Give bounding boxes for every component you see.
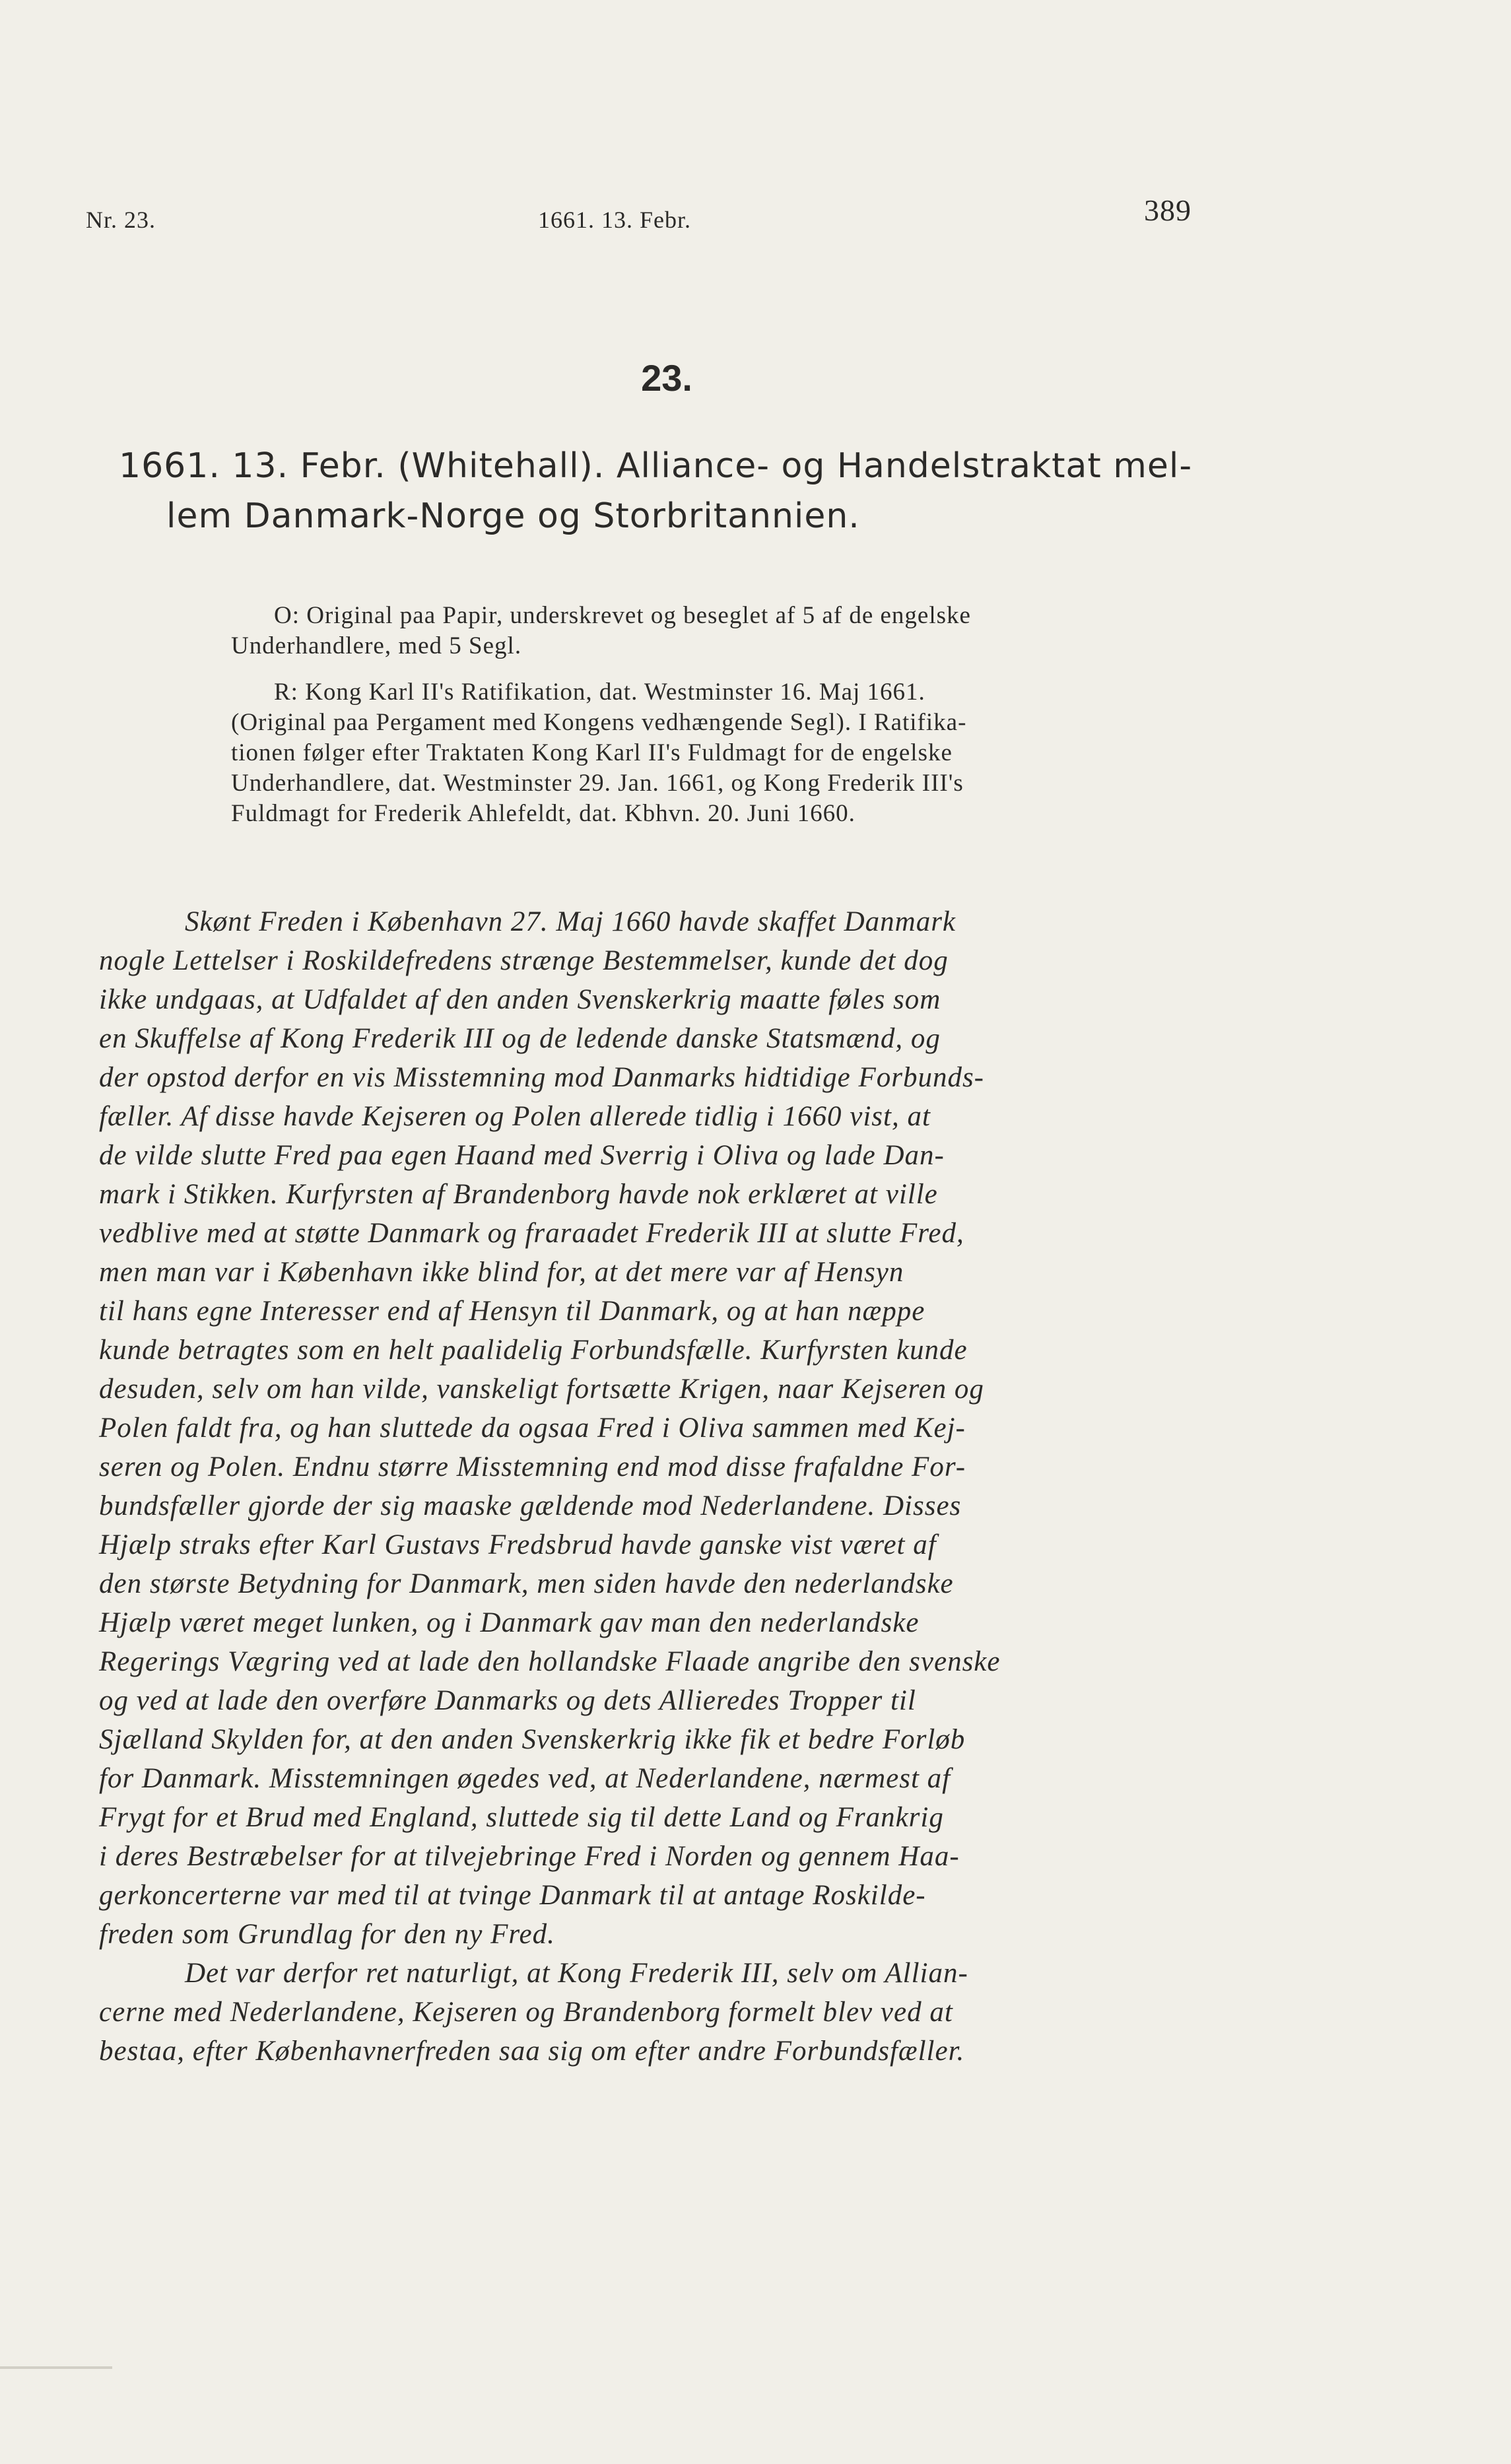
text-line: Regerings Vægring ved at lade den hollandske Flaade angribe den svenske	[99, 1646, 1001, 1677]
page-edge-divider	[0, 2366, 112, 2369]
text-line: ikke undgaas, at Udfaldet af den anden Svenskerkrig maatte føles som	[99, 984, 941, 1015]
source-line: Underhandlere, dat. Westminster 29. Jan. 1661, og Kong Frederik III's	[231, 770, 964, 797]
source-line: tionen følger efter Traktaten Kong Karl II's Fuldmagt for de engelske	[231, 739, 953, 766]
document-number: 23.	[641, 357, 692, 399]
text-line: freden som Grundlag for den ny Fred.	[99, 1919, 555, 1950]
text-line: Hjælp været meget lunken, og i Danmark gav man den nederlandske	[99, 1607, 920, 1638]
source-ratification	[231, 677, 1221, 829]
text-line: Polen faldt fra, og han sluttede da ogsaa Fred i Oliva sammen med Kej-	[99, 1413, 966, 1444]
page-number: 389	[1144, 193, 1192, 227]
text-line: seren og Polen. Endnu større Misstemning end mod disse frafaldne For-	[99, 1451, 966, 1482]
text-line: fæller. Af disse havde Kejseren og Polen allerede tidlig i 1660 vist, at	[99, 1101, 931, 1132]
text-line: Hjælp straks efter Karl Gustavs Fredsbrud havde ganske vist været af	[99, 1529, 937, 1560]
text-line: bestaa, efter Københavnerfreden saa sig om efter andre Forbundsfæller.	[99, 2036, 965, 2067]
text-line: Sjælland Skylden for, at den anden Svenskerkrig ikke fik et bedre Forløb	[99, 1724, 966, 1755]
text-line: i deres Bestræbelser for at tilvejebringe Fred i Norden og gennem Haa-	[99, 1841, 960, 1872]
text-line: de vilde slutte Fred paa egen Haand med Sverrig i Oliva og lade Dan-	[99, 1140, 945, 1171]
text-line: vedblive med at støtte Danmark og fraraadet Frederik III at slutte Fred,	[99, 1218, 964, 1249]
document-title	[119, 441, 1228, 541]
text-line: Det var derfor ret naturligt, at Kong Frederik III, selv om Allian-	[185, 1958, 968, 1989]
text-line: Frygt for et Brud med England, sluttede sig til dette Land og Frankrig	[99, 1802, 944, 1833]
text-line: og ved at lade den overføre Danmarks og dets Allieredes Tropper til	[99, 1685, 916, 1716]
text-line: en Skuffelse af Kong Frederik III og de ledende danske Statsmænd, og	[99, 1023, 941, 1054]
text-line: Skønt Freden i København 27. Maj 1660 havde skaffet Danmark	[185, 906, 957, 937]
text-line: mark i Stikken. Kurfyrsten af Brandenborg havde nok erklæret at ville	[99, 1179, 938, 1210]
source-line: R: Kong Karl II's Ratifikation, dat. Westminster 16. Maj 1661.	[274, 679, 925, 706]
text-line: desuden, selv om han vilde, vanskeligt fortsætte Krigen, naar Kejseren og	[99, 1374, 984, 1405]
text-line: der opstod derfor en vis Misstemning mod Danmarks hidtidige Forbunds-	[99, 1062, 985, 1093]
date-header: 1661. 13. Febr.	[538, 207, 692, 233]
document-number-header: Nr. 23.	[86, 207, 156, 233]
paragraph	[99, 902, 1221, 1954]
text-line: til hans egne Interesser end af Hensyn til Danmark, og at han næppe	[99, 1296, 925, 1327]
text-line: nogle Lettelser i Roskildefredens strænge Bestemmelser, kunde det dog	[99, 945, 949, 976]
source-line: (Original paa Pergament med Kongens vedhængende Segl). I Ratifika-	[231, 709, 967, 736]
text-line: men man var i København ikke blind for, at det mere var af Hensyn	[99, 1257, 904, 1288]
text-line: for Danmark. Misstemningen øgedes ved, at Nederlandene, nærmest af	[99, 1763, 951, 1794]
text-line: bundsfæller gjorde der sig maaske gældende mod Nederlandene. Disses	[99, 1490, 962, 1521]
text-line: den største Betydning for Danmark, men siden havde den nederlandske	[99, 1568, 954, 1599]
text-line: gerkoncerterne var med til at tvinge Danmark til at antage Roskilde-	[99, 1880, 926, 1911]
text-line: cerne med Nederlandene, Kejseren og Brandenborg formelt blev ved at	[99, 1997, 953, 2028]
text-line: kunde betragtes som en helt paalidelig Forbundsfælle. Kurfyrsten kunde	[99, 1335, 968, 1366]
source-line: O: Original paa Papir, underskrevet og beseglet af 5 af de engelske	[274, 602, 971, 629]
paragraph	[99, 1954, 1221, 2071]
source-original	[231, 601, 1221, 661]
running-head	[86, 193, 1221, 238]
introduction-text	[99, 902, 1221, 2071]
source-line: Underhandlere, med 5 Segl.	[231, 632, 522, 659]
title-line: lem Danmark-Norge og Storbritannien.	[166, 496, 860, 536]
source-line: Fuldmagt for Frederik Ahlefeldt, dat. Kbhvn. 20. Juni 1660.	[231, 800, 856, 827]
title-line: 1661. 13. Febr. (Whitehall). Alliance- og Handelstraktat mel-	[119, 446, 1193, 486]
